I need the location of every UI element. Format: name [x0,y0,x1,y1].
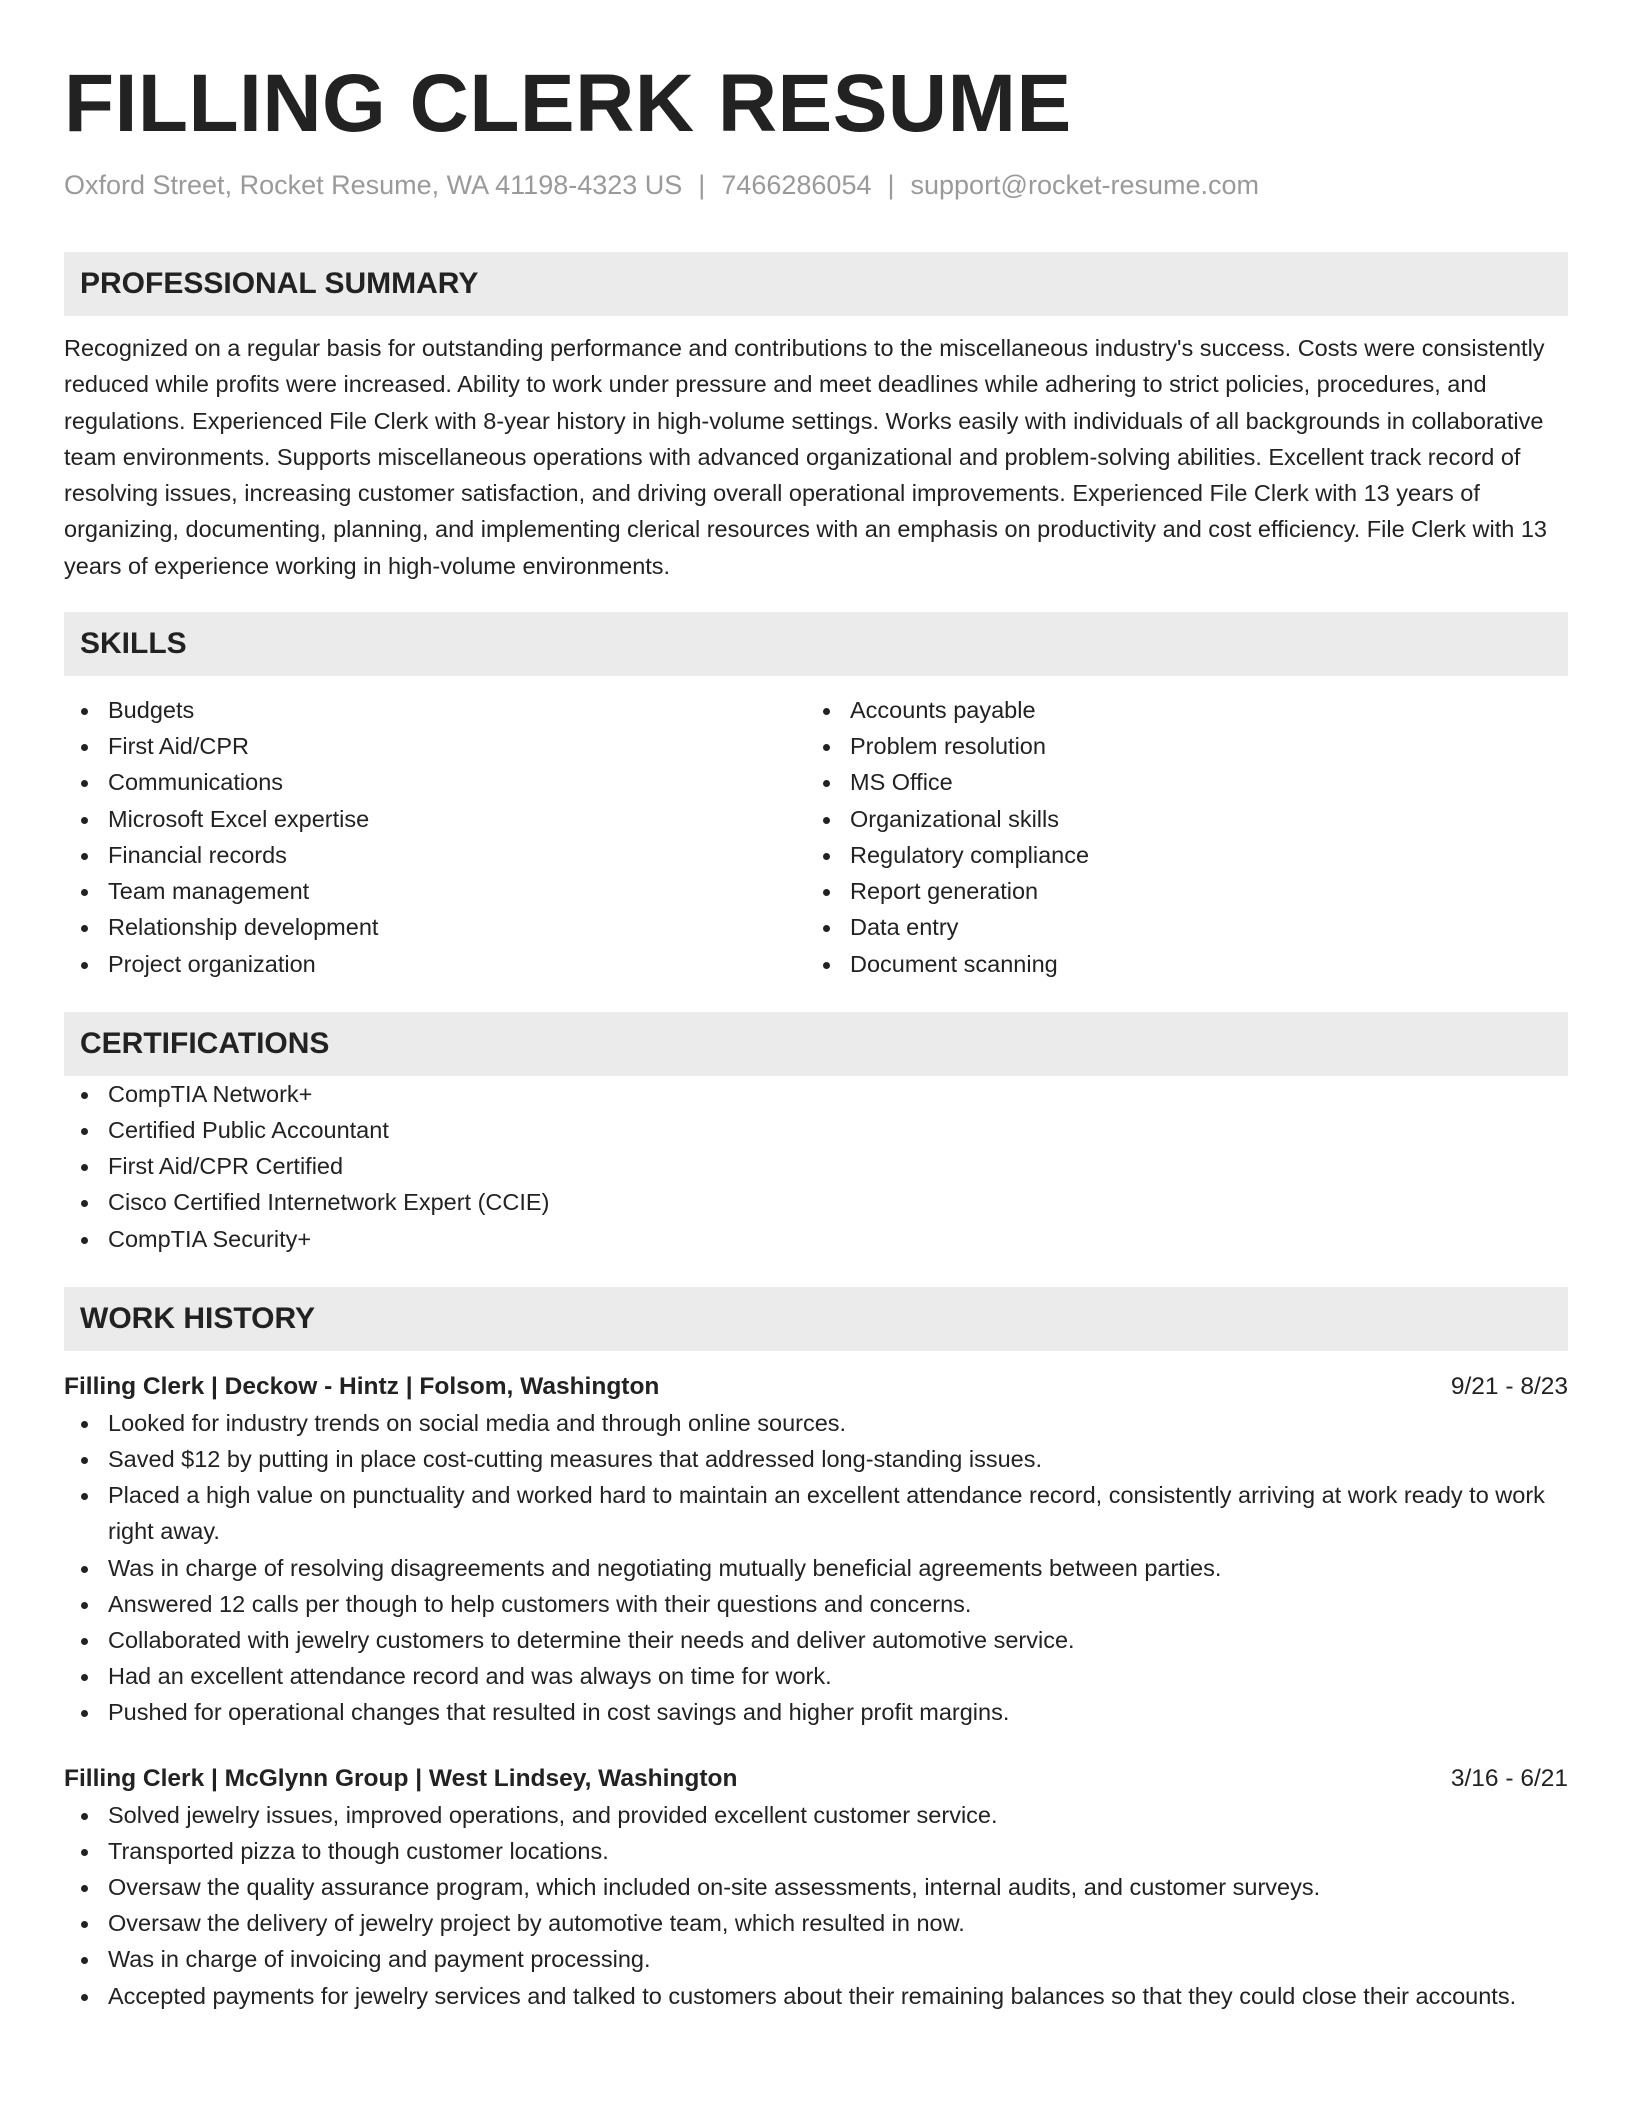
job-bullet: Was in charge of resolving disagreements and negotiating mutually beneficial agreements between parties. [64,1550,1568,1586]
summary-text: Recognized on a regular basis for outstanding performance and contributions to the miscellaneous industry's success. Costs were consistently reduced while profits were increased. Ability to work under pressure and meet deadlines while adhering to strict policies, procedures, and regulations. Experienced File Clerk with 8-year history in high-volume settings. Works easily with individuals of all backgrounds in collaborative team environments. Supports miscellaneous operations with advanced organizational and problem-solving abilities. Excellent track record of resolving issues, increasing customer satisfaction, and driving overall operational improvements. Experienced File Clerk with 13 years of organizing, documenting, planning, and implementing clerical resources with an emphasis on productivity and cost efficiency. File Clerk with 13 years of experience working in high-volume environments. [64,335,1548,579]
contact-address: Oxford Street, Rocket Resume, WA 41198-4323 US [64,170,683,200]
job-bullets [64,1405,1568,1731]
job-bullet: Oversaw the quality assurance program, which included on-site assessments, internal audits, and customer surveys. [64,1869,1568,1905]
skills-list-left [64,692,806,982]
skill-item: Budgets [64,692,806,728]
job-bullet: Was in charge of invoicing and payment processing. [64,1941,1568,1977]
section-heading-skills: SKILLS [64,612,1568,676]
job-bullet: Solved jewelry issues, improved operations, and provided excellent customer service. [64,1797,1568,1833]
job-bullet: Had an excellent attendance record and was always on time for work. [64,1658,1568,1694]
certification-item: First Aid/CPR Certified [64,1148,1568,1184]
job-title: Filling Clerk | Deckow - Hintz | Folsom, Washington [64,1372,660,1400]
job-entry [64,1761,1568,2014]
job-bullet: Accepted payments for jewelry services and talked to customers about their remaining balances so that they could close their accounts. [64,1978,1568,2014]
job-bullet: Saved $12 by putting in place cost-cutting measures that addressed long-standing issues. [64,1441,1568,1477]
skill-item: Accounts payable [806,692,1548,728]
certification-item: Certified Public Accountant [64,1112,1568,1148]
job-dates: 9/21 - 8/23 [1450,1372,1568,1400]
contact-separator: | [887,170,895,200]
job-bullet: Pushed for operational changes that resulted in cost savings and higher profit margins. [64,1694,1568,1730]
job-dates: 3/16 - 6/21 [1450,1764,1568,1792]
contact-separator: | [698,170,706,200]
contact-phone: 7466286054 [721,170,872,200]
contact-line [64,168,1568,202]
skills-grid [64,692,1568,982]
job-bullets [64,1797,1568,2014]
skills-list-right [806,692,1548,982]
skill-item: Data entry [806,909,1548,945]
skill-item: Document scanning [806,946,1548,982]
job-bullet: Placed a high value on punctuality and worked hard to maintain an excellent attendance record, consistently arriving at work ready to work right away. [64,1477,1568,1549]
job-title: Filling Clerk | McGlynn Group | West Lindsey, Washington [64,1764,738,1792]
skill-item: Report generation [806,873,1548,909]
skill-item: Organizational skills [806,801,1548,837]
section-heading-certifications: CERTIFICATIONS [64,1012,1568,1076]
skill-item: Problem resolution [806,728,1548,764]
job-bullet: Collaborated with jewelry customers to determine their needs and deliver automotive service. [64,1622,1568,1658]
resume-title: FILLING CLERK RESUME [64,58,1072,149]
skill-item: MS Office [806,764,1548,800]
certification-item: CompTIA Security+ [64,1221,1568,1257]
job-header [64,1761,1568,1797]
job-bullet: Transported pizza to though customer locations. [64,1833,1568,1869]
skill-item: Microsoft Excel expertise [64,801,806,837]
certification-item: Cisco Certified Internetwork Expert (CCIE) [64,1184,1568,1220]
job-header [64,1369,1568,1405]
contact-email[interactable]: support@rocket-resume.com [910,170,1260,200]
certifications-list [64,1076,1568,1257]
skill-item: Relationship development [64,909,806,945]
skill-item: Financial records [64,837,806,873]
skill-item: Project organization [64,946,806,982]
job-entry [64,1369,1568,1731]
skill-item: Team management [64,873,806,909]
skill-item: First Aid/CPR [64,728,806,764]
section-heading-work-history: WORK HISTORY [64,1287,1568,1351]
certification-item: CompTIA Network+ [64,1076,1568,1112]
job-bullet: Looked for industry trends on social media and through online sources. [64,1405,1568,1441]
job-bullet: Answered 12 calls per though to help customers with their questions and concerns. [64,1586,1568,1622]
skill-item: Regulatory compliance [806,837,1548,873]
skill-item: Communications [64,764,806,800]
job-bullet: Oversaw the delivery of jewelry project by automotive team, which resulted in now. [64,1905,1568,1941]
section-heading-summary: PROFESSIONAL SUMMARY [64,252,1568,316]
